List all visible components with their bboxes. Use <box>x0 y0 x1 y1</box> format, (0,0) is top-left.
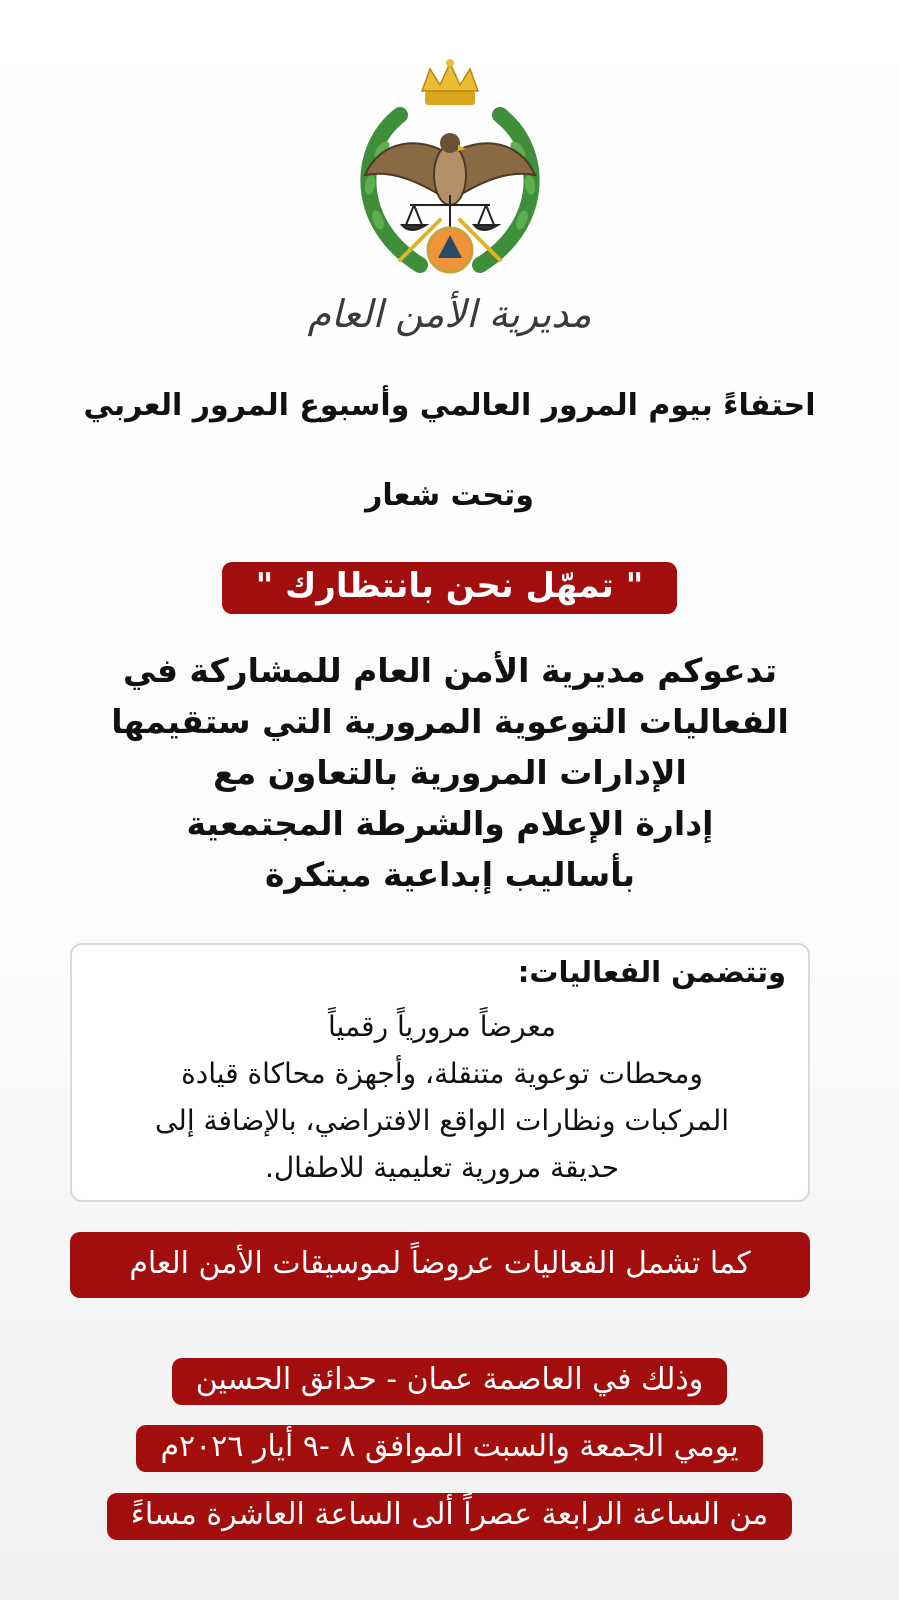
event-time: من الساعة الرابعة عصراً ألى الساعة العاشرة مساءً <box>107 1493 793 1540</box>
event-location: وذلك في العاصمة عمان - حدائق الحسين <box>172 1358 728 1405</box>
events-line: ومحطات توعوية متنقلة، وأجهزة محاكاة قيادة <box>181 1057 703 1090</box>
events-box <box>70 943 810 1202</box>
invitation-line: الفعاليات التوعوية المرورية التي ستقيمها <box>111 702 789 741</box>
event-dates-row <box>0 1425 899 1472</box>
invitation-paragraph <box>80 645 820 900</box>
event-location-row <box>0 1358 899 1405</box>
event-time-row <box>0 1493 899 1540</box>
slogan-banner <box>0 562 899 614</box>
falcon-icon <box>365 133 535 205</box>
heading-under-slogan: وتحت شعار <box>365 478 534 513</box>
heading-celebration: احتفاءً بيوم المرور العالمي وأسبوع المرور العربي <box>83 388 816 423</box>
crown-icon <box>422 59 478 105</box>
invitation-line: الإدارات المرورية بالتعاون مع <box>213 753 687 792</box>
events-line: حديقة مرورية تعليمية للاطفال. <box>264 1151 620 1184</box>
events-title: وتتضمن الفعاليات: <box>517 955 786 989</box>
invitation-line: تدعوكم مديرية الأمن العام للمشاركة في <box>122 651 778 690</box>
invitation-line: بأساليب إبداعية مبتكرة <box>264 855 636 894</box>
public-security-emblem-icon <box>330 55 570 295</box>
events-list <box>72 1003 812 1191</box>
slogan-text: " تمهّل نحن بانتظارك " <box>222 562 678 614</box>
organization-name: مديرية الأمن العام <box>307 292 592 336</box>
event-dates: يومي الجمعة والسبت الموافق ٨ -٩ أيار ٢٠٢٦م <box>136 1425 762 1472</box>
events-line: المركبات ونظارات الواقع الافتراضي، بالإضافة إلى <box>154 1104 730 1137</box>
events-line: معرضاً مرورياً رقمياً <box>328 1010 556 1043</box>
invitation-line: إدارة الإعلام والشرطة المجتمعية <box>186 804 714 843</box>
music-shows-banner: كما تشمل الفعاليات عروضاً لموسيقات الأمن العام <box>70 1232 810 1298</box>
